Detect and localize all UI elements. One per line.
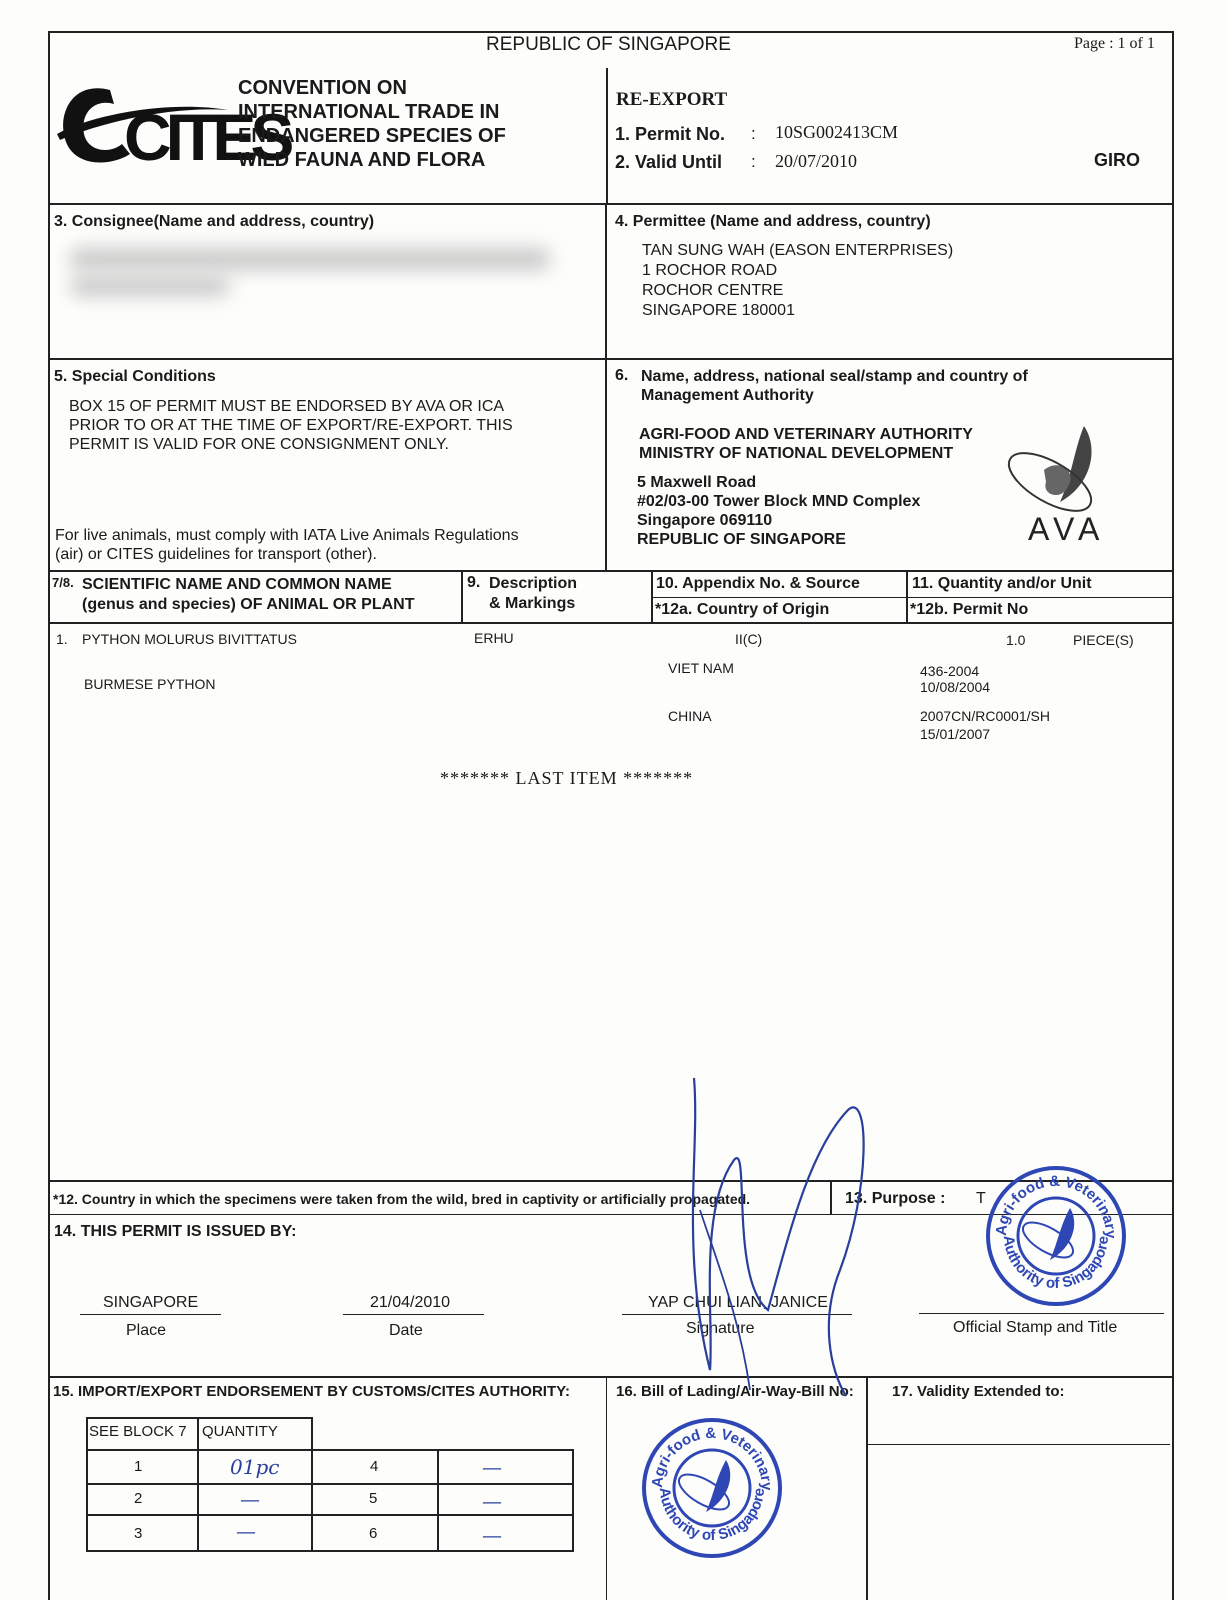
permit-no-value: 10SG002413CM: [775, 122, 899, 142]
page-label: Page : 1 of 1: [1074, 35, 1155, 52]
authority-line: AGRI-FOOD AND VETERINARY AUTHORITY: [639, 426, 973, 443]
special-conditions-label: 5. Special Conditions: [54, 368, 216, 385]
col78-line: SCIENTIFIC NAME AND COMMON NAME: [82, 576, 392, 593]
grid-header-qty: QUANTITY: [202, 1423, 278, 1440]
permit-type: RE-EXPORT: [616, 89, 728, 110]
grid-line: [86, 1483, 574, 1485]
grid-line: [311, 1417, 313, 1552]
official-stamp: [984, 1164, 1128, 1308]
grid-header-block: SEE BLOCK 7: [89, 1423, 187, 1440]
date-value: 21/04/2010: [370, 1294, 451, 1311]
header-divider: [606, 68, 608, 204]
item-appendix: II(C): [735, 631, 763, 647]
special-conditions-text: [69, 397, 513, 454]
item-unit: PIECE(S): [1073, 632, 1134, 648]
frame-right: [1172, 31, 1174, 1600]
permittee-line: ROCHOR CENTRE: [642, 282, 784, 299]
col-div-10: [651, 570, 653, 622]
col78-header: [82, 575, 414, 615]
permittee-line: TAN SUNG WAH (EASON ENTERPRISES): [642, 242, 954, 259]
footnote-12: *12. Country in which the specimens were taken from the wild, bred in captivity or artificially propagated.: [53, 1191, 751, 1207]
item-scientific-name: PYTHON MOLURUS BIVITTATUS: [82, 631, 297, 647]
grid-line: [86, 1449, 574, 1451]
grid-line: [197, 1417, 199, 1552]
col9-num: 9.: [467, 574, 481, 591]
col11-header: 11. Quantity and/or Unit: [912, 575, 1092, 592]
origin-permit-date: 15/01/2007: [920, 726, 991, 742]
authority-line: MINISTRY OF NATIONAL DEVELOPMENT: [639, 445, 954, 462]
bill-of-lading-label: 16. Bill of Lading/Air-Way-Bill No:: [616, 1383, 854, 1400]
special-condition-line: PRIOR TO OR AT THE TIME OF EXPORT/RE-EXPORT. THIS: [69, 417, 513, 434]
row-divider-3: [48, 570, 1174, 572]
item-description: ERHU: [474, 630, 514, 646]
col12a-header: *12a. Country of Origin: [655, 601, 830, 618]
consignee-label: 3. Consignee(Name and address, country): [54, 213, 375, 230]
row-divider-7: [48, 1376, 1174, 1378]
col12b-header: *12b. Permit No: [910, 601, 1029, 618]
stamp-bottom-text: Authority of Singapore: [999, 1234, 1113, 1293]
live-animals-line: For live animals, must comply with IATA Live Animals Regulations: [55, 527, 519, 544]
col-div-17: [866, 1378, 868, 1600]
date-label: Date: [389, 1322, 423, 1339]
authority-name: [639, 425, 973, 463]
grid-line: [86, 1550, 574, 1552]
col78-line: (genus and species) OF ANIMAL OR PLANT: [82, 596, 415, 613]
col-div-11: [906, 570, 908, 622]
place-value: SINGAPORE: [103, 1294, 199, 1311]
grid-cell-qty: —: [482, 1455, 502, 1479]
col10-header: 10. Appendix No. & Source: [656, 575, 860, 592]
special-condition-line: PERMIT IS VALID FOR ONE CONSIGNMENT ONLY.: [69, 436, 449, 453]
row-divider-1: [48, 203, 1174, 205]
cites-logo: [52, 70, 289, 180]
grid-cell-block: 5: [369, 1490, 378, 1507]
authority-label-line: Management Authority: [641, 387, 814, 404]
grid-line: [572, 1449, 574, 1552]
authority-num: 6.: [615, 367, 629, 384]
ava-logo: [1000, 420, 1140, 550]
row-divider-4: [48, 622, 1174, 624]
origin-country: VIET NAM: [668, 660, 734, 676]
ava-logo-text: AVA: [1028, 511, 1106, 547]
valid-until-colon: :: [751, 152, 756, 171]
valid-until-label: 2. Valid Until: [615, 152, 723, 172]
origin-country: CHINA: [668, 708, 712, 724]
permit-no-colon: :: [751, 124, 756, 143]
handwritten-signature: [640, 1070, 900, 1400]
authority-label: [641, 367, 1028, 405]
grid-cell-block: 6: [369, 1525, 378, 1542]
authority-address-line: #02/03-00 Tower Block MND Complex: [637, 493, 921, 510]
col-div-9: [461, 570, 463, 622]
authority-label-line: Name, address, national seal/stamp and country of: [641, 368, 1028, 385]
purpose-label: 13. Purpose :: [845, 1190, 946, 1207]
grid-cell-block: 2: [134, 1490, 143, 1507]
signatory-name: YAP CHUI LIAN, JANICE: [648, 1294, 828, 1311]
country-title: REPUBLIC OF SINGAPORE: [486, 34, 731, 55]
col-div-16: [606, 1378, 607, 1600]
purpose-value: T: [976, 1190, 986, 1207]
convention-line: WILD FAUNA AND FLORA: [238, 149, 486, 171]
redacted-consignee: [70, 276, 230, 296]
col9-header: [489, 574, 577, 614]
grid-cell-qty: —: [236, 1519, 256, 1543]
permittee-line: SINGAPORE 180001: [642, 302, 795, 319]
col78-num: 7/8.: [52, 575, 74, 590]
date-underline: [343, 1314, 484, 1315]
authority-address-line: REPUBLIC OF SINGAPORE: [637, 531, 846, 548]
stamp-bottom-text: Authority of Singapore: [655, 1486, 769, 1545]
stamp-label: Official Stamp and Title: [953, 1319, 1118, 1336]
signature-label: Signature: [686, 1320, 755, 1337]
item-common-name: BURMESE PYTHON: [84, 676, 216, 692]
payment-mode: GIRO: [1094, 150, 1141, 170]
special-condition-line: BOX 15 OF PERMIT MUST BE ENDORSED BY AVA OR ICA: [69, 398, 505, 415]
permittee-address: [642, 241, 953, 321]
item-quantity: 1.0: [1006, 632, 1026, 648]
grid-line: [86, 1417, 312, 1419]
authority-address-line: 5 Maxwell Road: [637, 474, 757, 491]
origin-permit-date: 10/08/2004: [920, 679, 991, 695]
grid-cell-block: 4: [370, 1458, 379, 1475]
endorsement-stamp: [640, 1416, 784, 1560]
live-animals-line: (air) or CITES guidelines for transport (other).: [55, 546, 377, 563]
live-animals-note: [55, 526, 519, 564]
endorsement-label: 15. IMPORT/EXPORT ENDORSEMENT BY CUSTOMS/CITES AUTHORITY:: [53, 1383, 570, 1400]
convention-title: [238, 76, 506, 172]
grid-line: [86, 1417, 88, 1552]
grid-cell-qty: —: [482, 1489, 502, 1513]
origin-permit-no: 2007CN/RC0001/SH: [920, 708, 1050, 724]
redacted-consignee: [70, 248, 550, 270]
convention-line: INTERNATIONAL TRADE IN: [238, 101, 500, 123]
origin-permit-no: 436-2004: [920, 663, 980, 679]
frame-top: [48, 31, 1174, 33]
stamp-top-text: Agri-food & Veterinary: [648, 1424, 776, 1491]
issued-by-label: 14. THIS PERMIT IS ISSUED BY:: [54, 1223, 297, 1240]
frame-left: [48, 31, 50, 1600]
permit-no-label: 1. Permit No.: [615, 124, 726, 144]
place-label: Place: [126, 1322, 167, 1339]
grid-line: [437, 1449, 439, 1552]
cites-logo-text: CITES: [124, 100, 289, 174]
validity-line: [868, 1444, 1170, 1445]
convention-line: ENDANGERED SPECIES OF: [238, 125, 506, 147]
grid-cell-qty: —: [482, 1523, 502, 1547]
validity-extended-label: 17. Validity Extended to:: [892, 1383, 1065, 1400]
stamp-underline: [919, 1313, 1164, 1314]
last-item-marker: ******* LAST ITEM *******: [440, 768, 694, 788]
authority-address: [637, 473, 920, 549]
col-div-half: [651, 597, 1173, 598]
mid-divider-1: [605, 205, 607, 571]
valid-until-value: 20/07/2010: [775, 151, 858, 171]
permittee-label: 4. Permittee (Name and address, country): [615, 213, 931, 230]
row-divider-2: [48, 358, 1174, 360]
grid-cell-qty: —: [240, 1487, 260, 1511]
place-underline: [80, 1314, 221, 1315]
stamp-top-text: Agri-food & Veterinary: [992, 1172, 1120, 1239]
grid-cell-block: 1: [134, 1458, 143, 1475]
convention-line: CONVENTION ON: [238, 77, 407, 99]
grid-line: [86, 1514, 574, 1516]
permittee-line: 1 ROCHOR ROAD: [642, 262, 778, 279]
grid-cell-block: 3: [134, 1525, 143, 1542]
col9-line: & Markings: [489, 595, 576, 612]
authority-address-line: Singapore 069110: [637, 512, 773, 529]
col9-line: Description: [489, 575, 578, 592]
item-no: 1.: [56, 631, 68, 647]
grid-cell-qty: 01pc: [230, 1455, 280, 1479]
